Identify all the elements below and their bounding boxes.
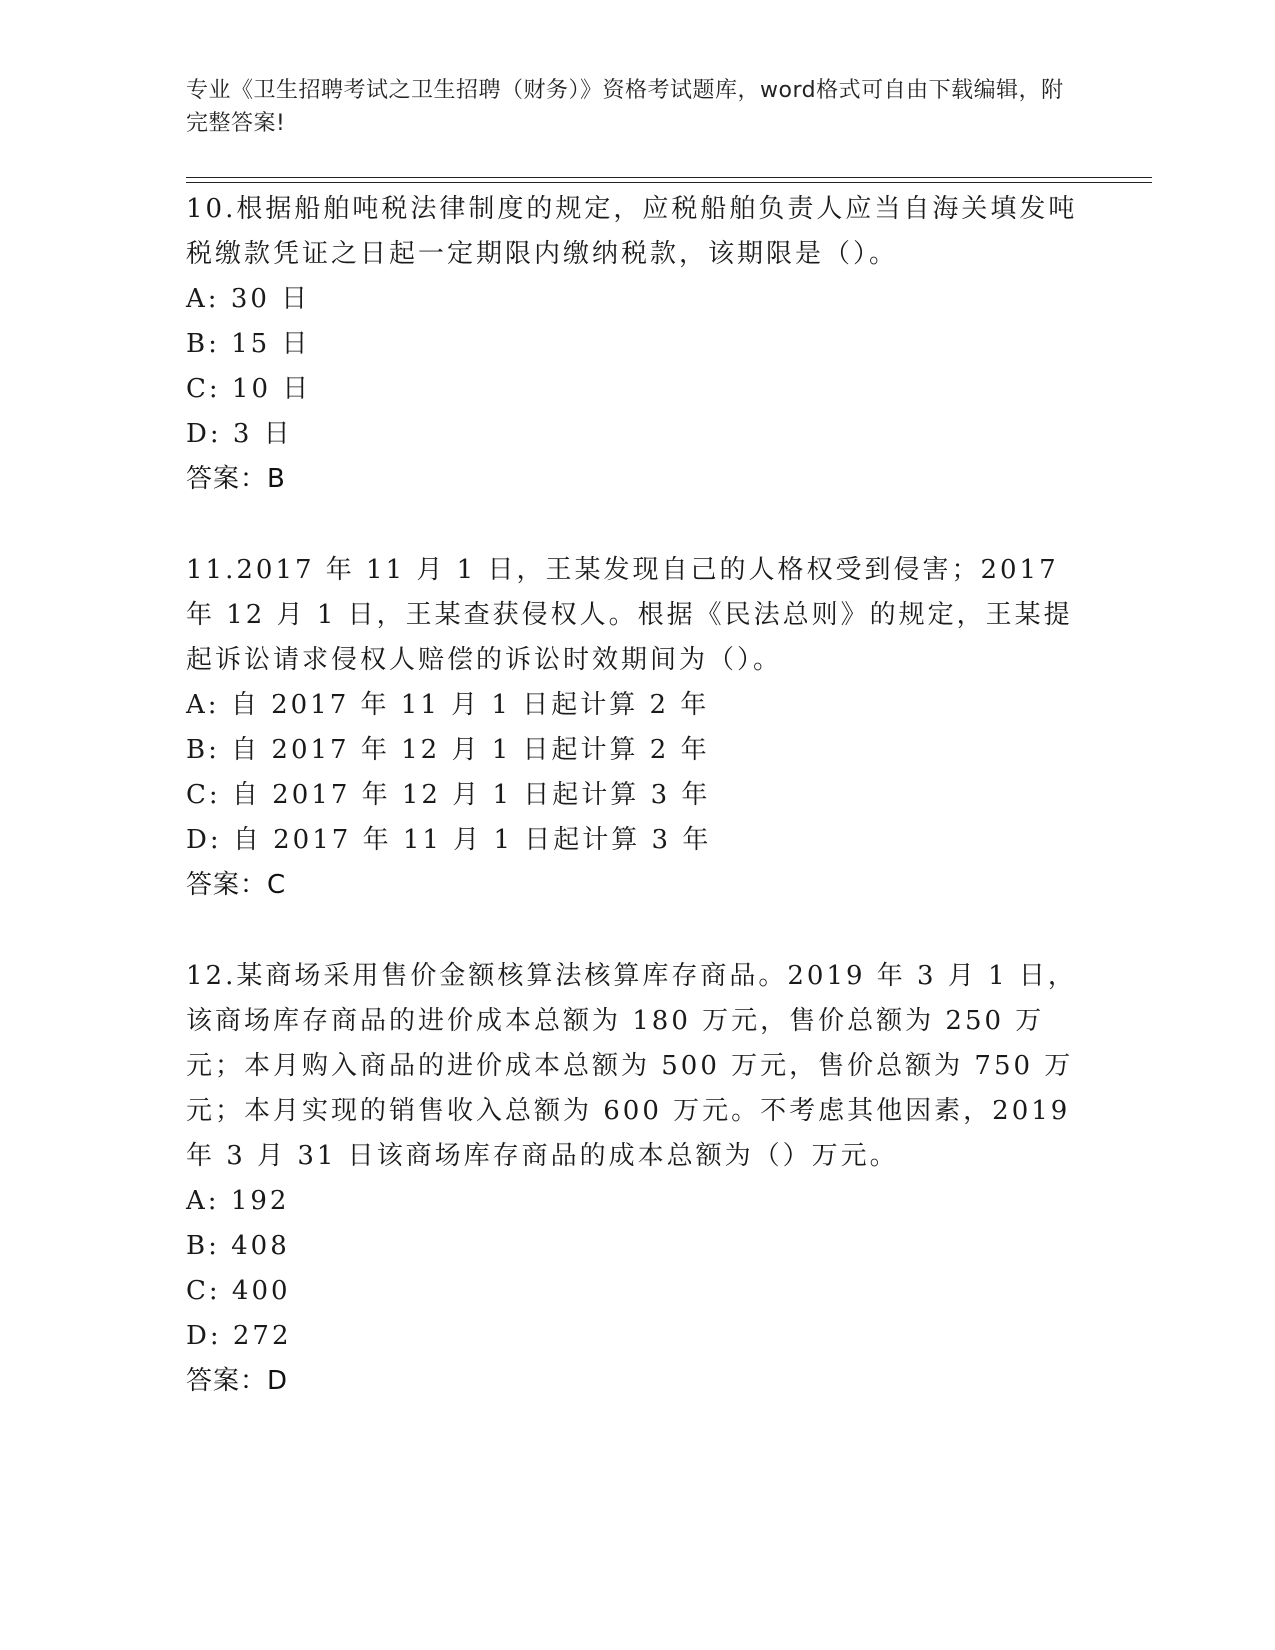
option-d <box>186 818 1086 863</box>
option-label: C: <box>186 780 221 810</box>
option-label: D: <box>186 825 222 855</box>
option-label: B: <box>186 1231 220 1261</box>
option-b <box>186 728 1086 773</box>
header-text: 专业《卫生招聘考试之卫生招聘（财务）》资格考试题库，word格式可自由下载编辑，附完整答案! <box>186 78 1064 136</box>
option-label: C: <box>186 374 221 404</box>
option-text: 272 <box>232 1321 292 1351</box>
option-c <box>186 367 1086 412</box>
option-label: C: <box>186 1276 221 1306</box>
option-label: A: <box>186 284 220 314</box>
question-text <box>186 548 1086 683</box>
question-11 <box>186 548 1086 908</box>
option-text: 自 2017 年 12 月 1 日起计算 2 年 <box>231 735 710 765</box>
option-label: A: <box>186 1186 220 1216</box>
option-d <box>186 1314 1086 1359</box>
option-text: 192 <box>230 1186 290 1216</box>
option-b <box>186 322 1086 367</box>
option-label: D: <box>186 419 222 449</box>
question-list <box>186 187 1086 1404</box>
question-12 <box>186 954 1086 1404</box>
option-text: 自 2017 年 11 月 1 日起计算 3 年 <box>232 825 712 855</box>
header-divider-top <box>186 177 1152 178</box>
option-text: 3 日 <box>232 419 293 449</box>
option-text: 15 日 <box>231 329 311 359</box>
answer: 答案：D <box>186 1366 289 1396</box>
option-text: 自 2017 年 11 月 1 日起计算 2 年 <box>230 690 710 720</box>
option-label: B: <box>186 735 220 765</box>
option-text: 自 2017 年 12 月 1 日起计算 3 年 <box>231 780 711 810</box>
option-a <box>186 1179 1086 1224</box>
answer: 答案：C <box>186 870 287 900</box>
option-c <box>186 773 1086 818</box>
document-header <box>186 74 1066 140</box>
question-text <box>186 187 1086 277</box>
spacer <box>186 502 1086 548</box>
header-divider-bottom <box>186 182 1152 183</box>
option-d <box>186 412 1086 457</box>
question-number: 12. <box>186 961 237 991</box>
option-text: 30 日 <box>230 284 311 314</box>
option-label: A: <box>186 690 220 720</box>
option-label: B: <box>186 329 220 359</box>
option-text: 400 <box>231 1276 291 1306</box>
option-label: D: <box>186 1321 222 1351</box>
option-b <box>186 1224 1086 1269</box>
option-c <box>186 1269 1086 1314</box>
option-a <box>186 683 1086 728</box>
question-number: 11. <box>186 555 237 585</box>
question-number: 10. <box>186 194 237 224</box>
option-text: 10 日 <box>231 374 312 404</box>
option-a <box>186 277 1086 322</box>
spacer <box>186 908 1086 954</box>
question-body: 某商场采用售价金额核算法核算库存商品。2019 年 3 月 1 日，该商场库存商品的进价成本总额为 180 万元，售价总额为 250 万元；本月购入商品的进价成本总额为 500 万元，售价总额为 750 万元；本月实现的销售收入总额为 600 万元。不考虑其他因素，2019 年 3 月 31 日该商场库存商品的成本总额为（）万元。 <box>186 961 1077 1171</box>
option-text: 408 <box>231 1231 290 1261</box>
question-10 <box>186 187 1086 502</box>
question-text <box>186 954 1086 1179</box>
question-body: 根据船舶吨税法律制度的规定，应税船舶负责人应当自海关填发吨税缴款凭证之日起一定期限内缴纳税款，该期限是（）。 <box>186 194 1078 269</box>
question-body: 2017 年 11 月 1 日，王某发现自己的人格权受到侵害；2017 年 12 月 1 日，王某查获侵权人。根据《民法总则》的规定，王某提起诉讼请求侵权人赔偿的诉讼时效期间为（）。 <box>186 555 1073 675</box>
answer: 答案：B <box>186 464 286 494</box>
